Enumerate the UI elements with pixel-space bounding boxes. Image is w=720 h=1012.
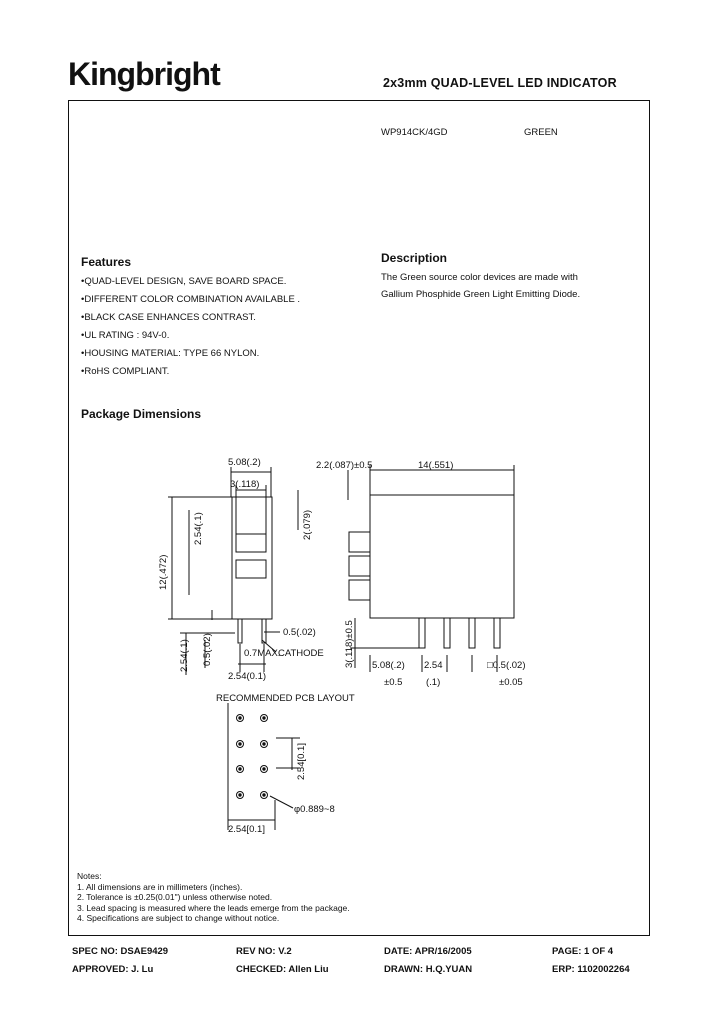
description-line: The Green source color devices are made with	[381, 272, 578, 283]
dim-pitch-vertical: 2.54(.1)	[193, 512, 204, 545]
brand-logo: Kingbright	[68, 56, 220, 92]
note-line: 3. Lead spacing is measured where the leads emerge from the package.	[77, 902, 350, 913]
front-lead-1	[238, 619, 242, 643]
side-lead-3	[469, 618, 475, 648]
document-title: 2x3mm QUAD-LEVEL LED INDICATOR	[383, 76, 617, 90]
dim-side-offset: 5.08(.2)	[372, 660, 405, 671]
dim-side-pitch: 2.54	[424, 660, 443, 671]
notes-block	[77, 871, 350, 924]
description-line: Gallium Phosphide Green Light Emitting Diode.	[381, 289, 581, 300]
dim-lead-len-max: 0.7MAX.	[244, 648, 281, 659]
side-lead-1	[419, 618, 425, 648]
footer-spec: SPEC NO: DSAE9429	[72, 946, 169, 957]
label-cathode: CATHODE	[278, 648, 324, 659]
footer-approved: APPROVED: J. Lu	[72, 964, 154, 975]
pcb-pitch-v: 2.54[0.1]	[296, 743, 307, 780]
feature-item: •QUAD-LEVEL DESIGN, SAVE BOARD SPACE.	[81, 276, 287, 287]
footer-page: PAGE: 1 OF 4	[552, 946, 614, 957]
note-line: 1. All dimensions are in millimeters (inches).	[77, 881, 243, 892]
footer-drawn: DRAWN: H.Q.YUAN	[384, 964, 473, 975]
pcb-title: RECOMMENDED PCB LAYOUT	[216, 693, 355, 704]
dim-side-pitch-in: (.1)	[426, 677, 441, 688]
note-line: 2. Tolerance is ±0.25(0.01") unless otherwise noted.	[77, 892, 273, 902]
dim-lead-pitch: 2.54(.1)	[179, 639, 190, 672]
feature-item: •UL RATING : 94V-0.	[81, 330, 170, 341]
front-window-2	[236, 560, 266, 578]
dim-width-top: 5.08(.2)	[228, 457, 261, 468]
dim-lead-pitch-bottom: 2.54(0.1)	[228, 671, 267, 682]
footer-rev: REV NO: V.2	[236, 946, 292, 957]
dim-height-total: 12(.472)	[158, 554, 169, 590]
dim-lead-sq: 0.5(.02)	[283, 627, 316, 638]
side-lead-2	[444, 618, 450, 648]
dim-side-length: 14(.551)	[418, 460, 454, 471]
description-heading: Description	[381, 251, 448, 265]
part-number: WP914CK/4GD	[381, 127, 448, 138]
feature-item: •HOUSING MATERIAL: TYPE 66 NYLON.	[81, 348, 260, 359]
footer-erp: ERP: 1102002264	[552, 964, 630, 975]
part-color: GREEN	[524, 127, 558, 138]
front-lead-2	[262, 619, 266, 643]
dim-side-sq-tol: ±0.05	[499, 677, 523, 688]
package-heading: Package Dimensions	[81, 407, 202, 421]
dim-body-height: 2(.079)	[302, 509, 313, 540]
pcb-hole: φ0.889~8	[294, 804, 335, 815]
dim-side-sq: □0.5(.02)	[487, 660, 526, 671]
feature-item: •DIFFERENT COLOR COMBINATION AVAILABLE .	[81, 294, 301, 305]
side-tab-1	[349, 532, 370, 552]
side-lead-4	[494, 618, 500, 648]
footer-date: DATE: APR/16/2005	[384, 946, 472, 957]
pcb-holes	[237, 715, 268, 799]
dim-side-lead-len: 3(.118)±0.5	[344, 620, 355, 668]
dim-side-offset-tol: ±0.5	[384, 677, 403, 688]
dim-side-top: 2.2(.087)±0.5	[316, 460, 373, 471]
notes-heading: Notes:	[77, 871, 102, 881]
pcb-pitch-h: 2.54[0.1]	[228, 824, 265, 835]
features-heading: Features	[81, 255, 132, 269]
side-tab-2	[349, 556, 370, 576]
dim-lead-width-small: 0.5(.02)	[202, 633, 213, 666]
footer-checked: CHECKED: Allen Liu	[236, 964, 329, 975]
side-body	[370, 495, 514, 618]
feature-item: •RoHS COMPLIANT.	[81, 366, 170, 377]
front-window-1	[236, 534, 266, 552]
side-tab-3	[349, 580, 370, 600]
note-line: 4. Specifications are subject to change without notice.	[77, 913, 280, 923]
feature-item: •BLACK CASE ENHANCES CONTRAST.	[81, 312, 256, 323]
dim-width-inner: 3(.118)	[230, 479, 260, 490]
